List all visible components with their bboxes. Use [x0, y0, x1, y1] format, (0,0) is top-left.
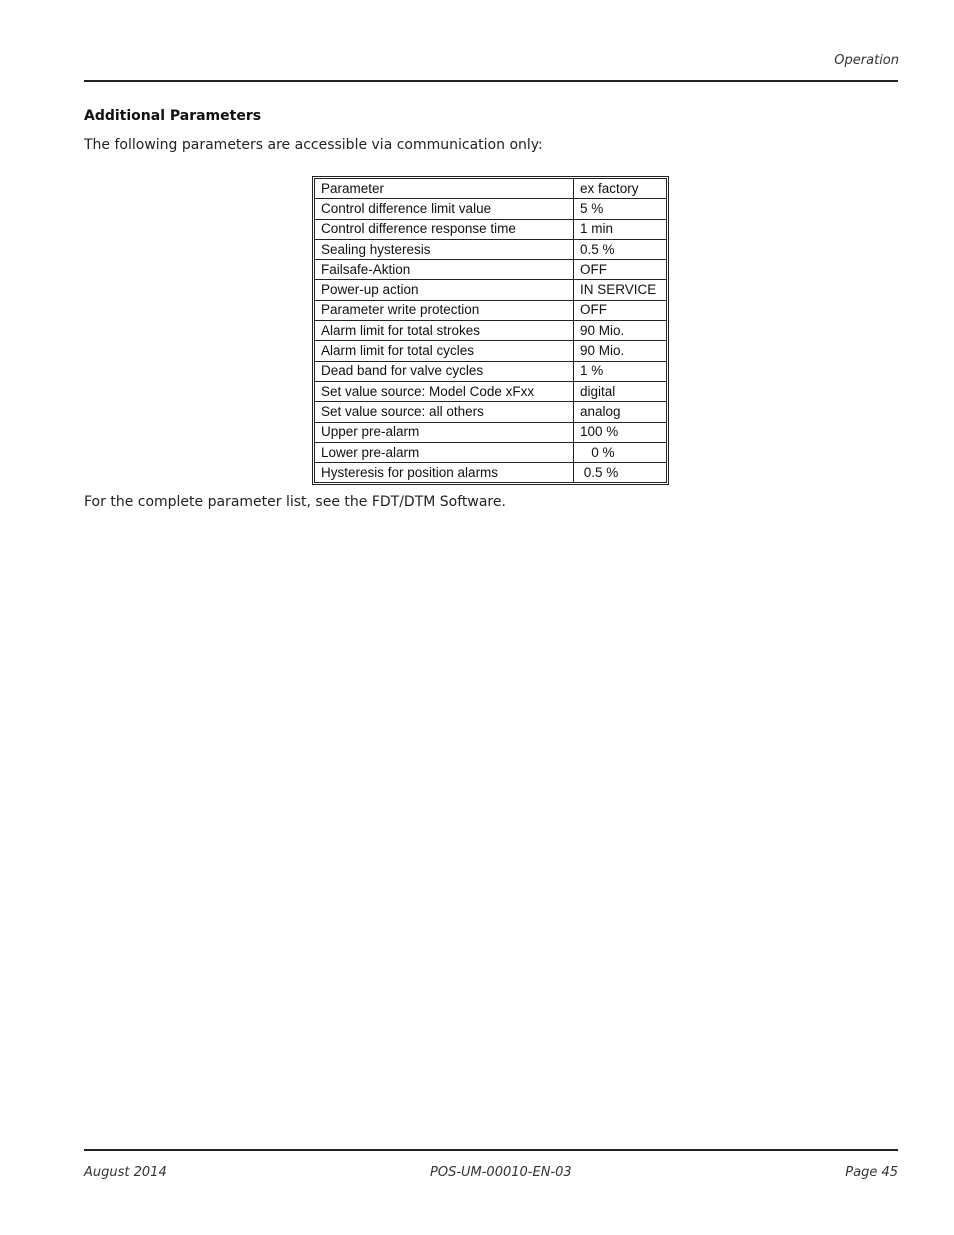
parameter-value: 1 min [574, 219, 667, 239]
table-row [315, 341, 667, 361]
footer-document-id: POS-UM-00010-EN-03 [430, 1165, 572, 1180]
footer-date: August 2014 [84, 1165, 167, 1180]
table-row [315, 199, 667, 219]
parameter-value: analog [574, 402, 667, 422]
table-header-ex-factory: ex factory [574, 179, 667, 199]
parameter-value: 0.5 % [574, 463, 667, 483]
parameter-value: 5 % [574, 199, 667, 219]
table-row [315, 442, 667, 462]
parameter-value: 90 Mio. [574, 341, 667, 361]
parameter-name: Sealing hysteresis [315, 239, 574, 259]
parameter-name: Failsafe-Aktion [315, 260, 574, 280]
table-row [315, 239, 667, 259]
table-header-parameter: Parameter [315, 179, 574, 199]
parameter-table-frame [312, 176, 669, 485]
table-row [315, 321, 667, 341]
table-row [315, 300, 667, 320]
parameter-value: OFF [574, 300, 667, 320]
parameter-name: Lower pre-alarm [315, 442, 574, 462]
parameter-value: 0.5 % [574, 239, 667, 259]
intro-paragraph: The following parameters are accessible via communication only: [84, 137, 543, 153]
parameter-value: OFF [574, 260, 667, 280]
table-row [315, 280, 667, 300]
table-row [315, 402, 667, 422]
parameter-name: Alarm limit for total strokes [315, 321, 574, 341]
parameter-name: Hysteresis for position alarms [315, 463, 574, 483]
footer-page-number: Page 45 [845, 1165, 898, 1180]
parameter-name: Control difference limit value [315, 199, 574, 219]
header-section-label: Operation [834, 53, 899, 68]
footer-divider [84, 1149, 898, 1151]
table-row [315, 381, 667, 401]
table-header-row [315, 179, 667, 199]
section-heading: Additional Parameters [84, 108, 262, 124]
parameter-name: Set value source: all others [315, 402, 574, 422]
table-row [315, 422, 667, 442]
parameter-name: Parameter write protection [315, 300, 574, 320]
parameter-name: Upper pre-alarm [315, 422, 574, 442]
parameter-value: 100 % [574, 422, 667, 442]
parameter-name: Set value source: Model Code xFxx [315, 381, 574, 401]
parameter-value: 0 % [574, 442, 667, 462]
parameter-value: 90 Mio. [574, 321, 667, 341]
parameter-name: Power-up action [315, 280, 574, 300]
closing-paragraph: For the complete parameter list, see the FDT/DTM Software. [84, 494, 506, 510]
parameter-value: IN SERVICE [574, 280, 667, 300]
table-row [315, 463, 667, 483]
table-row [315, 219, 667, 239]
header-divider [84, 80, 898, 82]
parameter-table [314, 178, 667, 483]
parameter-value: digital [574, 381, 667, 401]
table-row [315, 260, 667, 280]
parameter-name: Dead band for valve cycles [315, 361, 574, 381]
parameter-name: Control difference response time [315, 219, 574, 239]
table-row [315, 361, 667, 381]
parameter-value: 1 % [574, 361, 667, 381]
parameter-name: Alarm limit for total cycles [315, 341, 574, 361]
